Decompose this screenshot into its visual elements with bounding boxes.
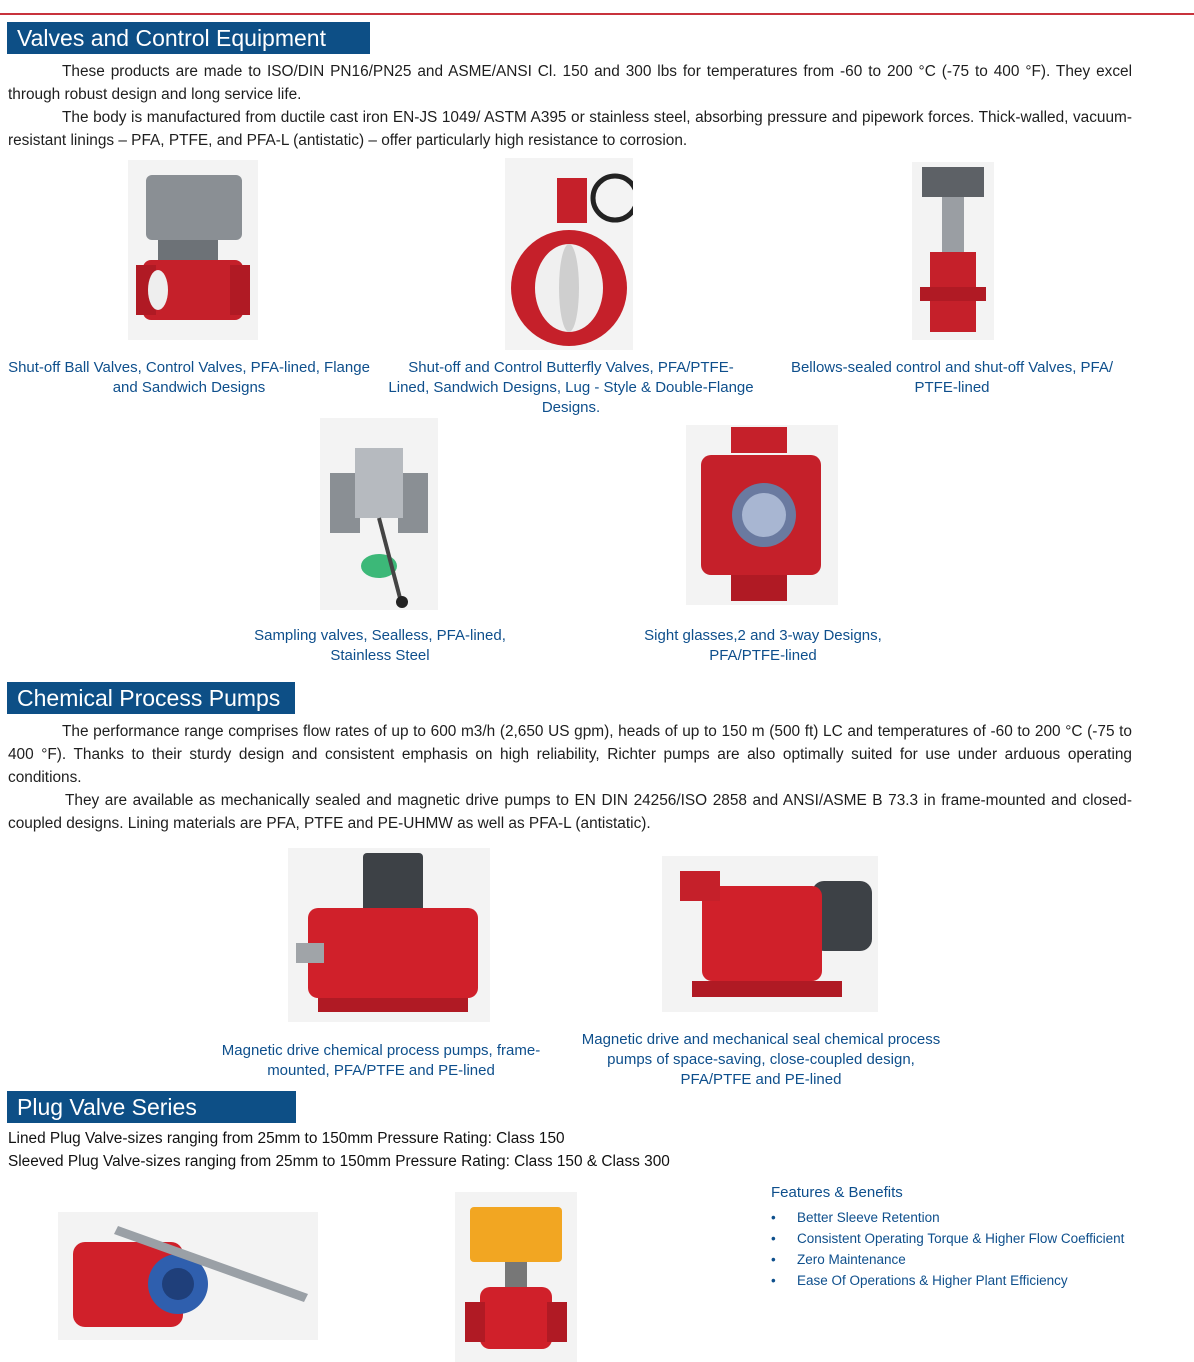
valves-paragraph-1: These products are made to ISO/DIN PN16/PN25 and ASME/ANSI Cl. 150 and 300 lbs for temperatures from -60 to 200 °C (-75 to 400 °F). They excel through robust design and long service life. <box>8 63 1132 103</box>
feature-item: • Zero Maintenance <box>771 1249 1134 1270</box>
close-coupled-pump-image <box>662 856 878 1012</box>
butterfly-valve-image <box>505 158 633 350</box>
bullet-icon: • <box>771 1210 776 1225</box>
sight-glass-caption: Sight glasses,2 and 3-way Designs, PFA/PTFE-lined <box>644 627 882 664</box>
butterfly-valve-caption: Shut-off and Control Butterfly Valves, PFA/PTFE-Lined, Sandwich Designs, Lug - Style & Double-Flange Designs. <box>388 359 754 416</box>
frame-mounted-pump-image <box>288 848 490 1022</box>
bullet-icon: • <box>771 1273 776 1288</box>
pumps-paragraph-2: They are available as mechanically sealed and magnetic drive pumps to EN DIN 24256/ISO 2858 and ANSI/ASME B 73.3 in frame-mounted and closed-coupled designs. Lining materials are PFA, PTFE and PE-UHMW as well as PFA-L (antistatic). <box>8 792 1132 832</box>
valves-paragraph-2: The body is manufactured from ductile cast iron EN-JS 1049/ ASTM A395 or stainless steel, absorbing pressure and pipework forces. Thick-walled, vacuum-resistant linings – PFA, PTFE, and PFA-L (antistatic) – offer particularly high resistance to corrosion. <box>8 109 1132 149</box>
bullet-icon: • <box>771 1252 776 1267</box>
feature-item: • Consistent Operating Torque & Higher Flow Coefficient <box>771 1228 1134 1249</box>
ball-valve-image <box>128 160 258 340</box>
pumps-paragraph-1: The performance range comprises flow rates of up to 600 m3/h (2,650 US gpm), heads of up to 150 m (500 ft) LC and temperatures of -60 to 200 °C (-75 to 400 °F). Thanks to their sturdy design and consistent emphasis on high reliability, Richter pumps are also optimally suited for use under arduous operating conditions. <box>8 723 1132 786</box>
ball-valve-caption: Shut-off Ball Valves, Control Valves, PFA-lined, Flange and Sandwich Designs <box>8 359 370 396</box>
sleeved-plug-valve-spec: Sleeved Plug Valve-sizes ranging from 25mm to 150mm Pressure Rating: Class 150 & Class 300 <box>8 1153 670 1170</box>
feature-item: • Ease Of Operations & Higher Plant Efficiency <box>771 1270 1134 1291</box>
pumps-heading: Chemical Process Pumps <box>7 682 295 714</box>
bullet-icon: • <box>771 1231 776 1246</box>
bellows-valve-image <box>912 162 994 340</box>
sampling-valve-caption: Sampling valves, Sealless, PFA-lined, Stainless Steel <box>254 627 506 664</box>
lined-plug-valve-spec: Lined Plug Valve-sizes ranging from 25mm to 150mm Pressure Rating: Class 150 <box>8 1130 565 1147</box>
actuated-plug-valve-image <box>455 1192 577 1362</box>
plug-valve-image <box>58 1212 318 1340</box>
valves-heading: Valves and Control Equipment <box>7 22 370 54</box>
sight-glass-image <box>686 425 838 605</box>
top-rule <box>0 13 1194 15</box>
plug-valve-heading: Plug Valve Series <box>7 1091 296 1123</box>
features-list <box>771 1207 1134 1291</box>
features-heading: Features & Benefits <box>771 1184 903 1201</box>
close-coupled-pump-caption: Magnetic drive and mechanical seal chemical process pumps of space-saving, close-coupled design, PFA/PTFE and PE-lined <box>581 1031 941 1088</box>
frame-mounted-pump-caption: Magnetic drive chemical process pumps, frame-mounted, PFA/PTFE and PE-lined <box>221 1042 541 1079</box>
bellows-valve-caption: Bellows-sealed control and shut-off Valves, PFA/ PTFE-lined <box>790 359 1114 396</box>
feature-item: • Better Sleeve Retention <box>771 1207 1134 1228</box>
sampling-valve-image <box>320 418 438 610</box>
